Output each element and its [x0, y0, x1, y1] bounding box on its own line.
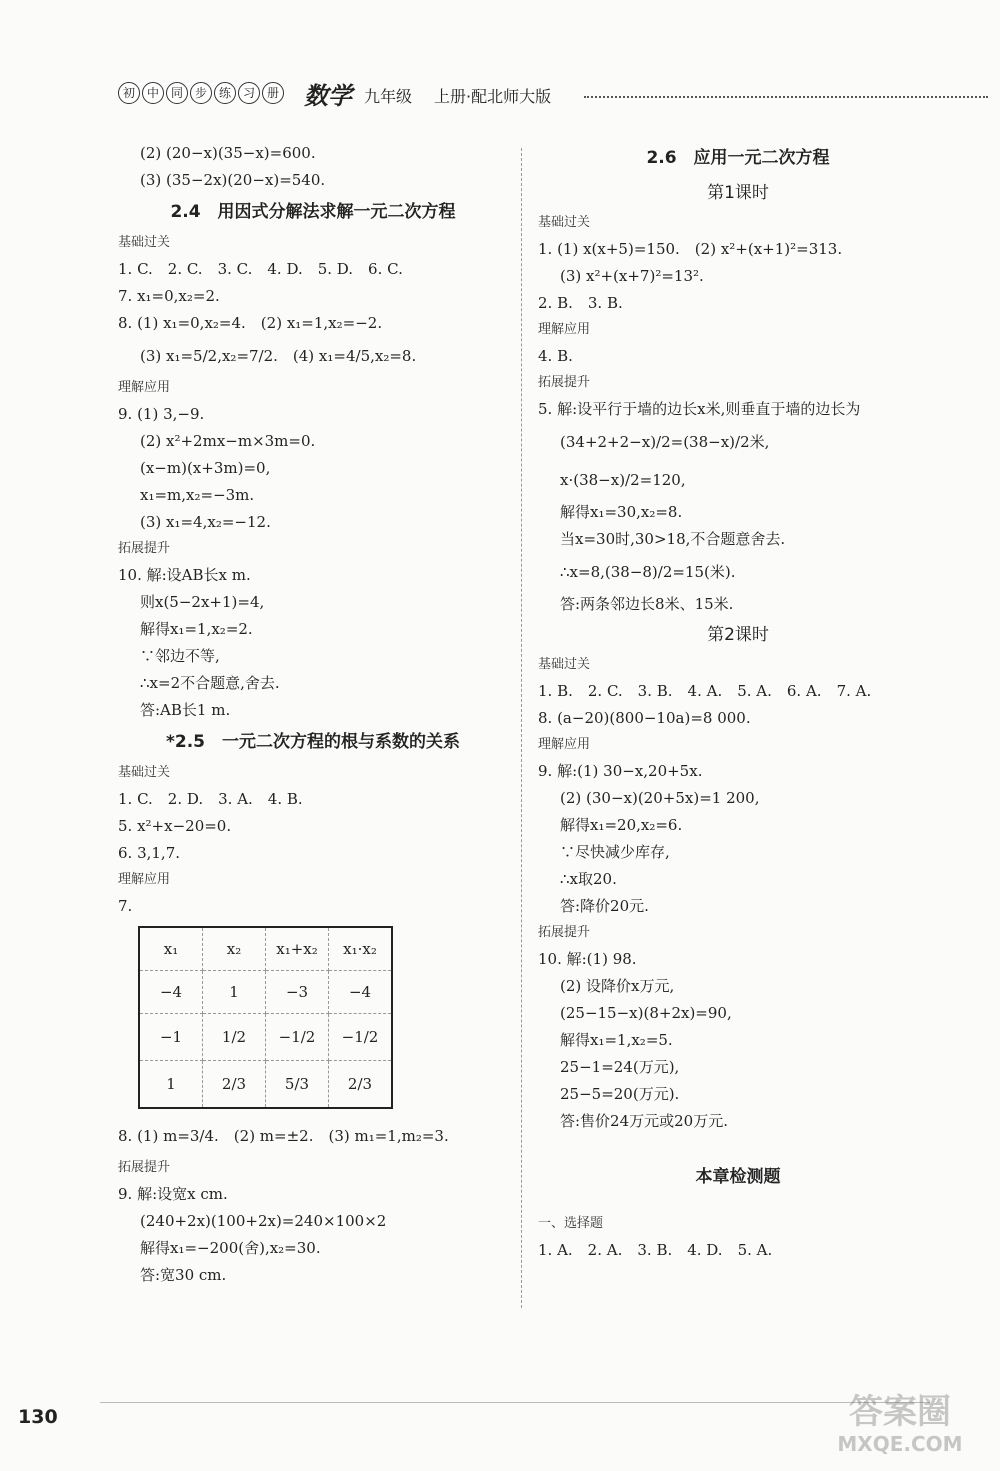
answer-line: 答:宽30 cm.: [140, 1266, 227, 1284]
watermark-url: MXQE.COM: [837, 1432, 963, 1456]
answer-line: 7.: [118, 897, 133, 915]
answer-line: 9. (1) 3,−9.: [118, 405, 205, 423]
page-number: 130: [18, 1406, 58, 1428]
answer-line: 1. (1) x(x+5)=150. (2) x²+(x+1)²=313.: [538, 240, 843, 258]
answer-line: (240+2x)(100+2x)=240×100×2: [140, 1212, 387, 1230]
section-label: 一、选择题: [538, 1216, 604, 1231]
answer-line: 8. (1) m=3/4. (2) m=±2. (3) m₁=1,m₂=3.: [118, 1127, 449, 1145]
column-divider: [521, 148, 522, 1308]
answer-line: 5. 解:设平行于墙的边长x米,则垂直于墙的边长为: [538, 400, 861, 418]
answer-line: 8. (1) x₁=0,x₂=4. (2) x₁=1,x₂=−2.: [118, 314, 383, 332]
section-title-2-6: 2.6 应用一元二次方程: [646, 148, 830, 168]
answer-line: 答:两条邻边长8米、15米.: [560, 595, 734, 613]
table-header-row: [139, 927, 392, 971]
chapter-test-title: 本章检测题: [695, 1167, 781, 1187]
answer-line: (3) x₁=4,x₂=−12.: [140, 513, 271, 531]
answer-line: 4. B.: [538, 347, 573, 365]
answer-line: 答:AB长1 m.: [140, 701, 231, 719]
subject-title: 数学: [304, 82, 352, 110]
section-label: 理解应用: [538, 322, 591, 337]
lesson-title-1: 第1课时: [707, 183, 769, 203]
section-label: 理解应用: [538, 737, 591, 752]
answer-line: (25−15−x)(8+2x)=90,: [560, 1004, 732, 1022]
answer-line: 答:降价20元.: [560, 897, 649, 915]
section-label: 拓展提升: [538, 375, 591, 390]
answer-line: 6. 3,1,7.: [118, 844, 181, 862]
table-cell: 5/3: [266, 1061, 329, 1109]
page-header: [118, 82, 988, 116]
series-char: 练: [214, 82, 236, 104]
answer-line: ∵邻边不等,: [140, 647, 220, 665]
watermark-text: 答案圈: [849, 1392, 951, 1432]
answer-line: ∴x=8,(38−8)/2=15(米).: [560, 563, 736, 581]
answer-line: 2. B. 3. B.: [538, 294, 623, 312]
answer-line: 1. C. 2. D. 3. A. 4. B.: [118, 790, 303, 808]
table-cell: 1: [139, 1061, 203, 1109]
answer-line: 7. x₁=0,x₂=2.: [118, 287, 220, 305]
answer-line: ∵尽快减少库存,: [560, 843, 670, 861]
answer-line: 答:售价24万元或20万元.: [560, 1112, 728, 1130]
table-cell: 2/3: [203, 1061, 266, 1109]
lesson-title-2: 第2课时: [707, 625, 769, 645]
answer-line: 当x=30时,30>18,不合题意舍去.: [560, 530, 786, 548]
answer-line: 1. C. 2. C. 3. C. 4. D. 5. D. 6. C.: [118, 260, 403, 278]
section-label: 理解应用: [118, 872, 171, 887]
watermark-logo: [820, 1385, 980, 1461]
answer-line: 1. A. 2. A. 3. B. 4. D. 5. A.: [538, 1241, 773, 1259]
section-label: 基础过关: [118, 765, 171, 780]
table-header-cell: x₂: [203, 927, 266, 971]
header-dotted-rule: [584, 96, 988, 98]
volume-label: 上册·配北师大版: [434, 87, 552, 106]
table-cell: −1/2: [266, 1014, 329, 1061]
section-label: 基础过关: [118, 235, 171, 250]
answer-line: (2) x²+2mx−m×3m=0.: [140, 432, 316, 450]
answer-line: (2) (20−x)(35−x)=600.: [140, 144, 316, 162]
section-label: 基础过关: [538, 657, 591, 672]
section-label: 拓展提升: [118, 1160, 171, 1175]
answer-line: 5. x²+x−20=0.: [118, 817, 232, 835]
series-char: 中: [142, 82, 164, 104]
table-row: [139, 1061, 392, 1109]
answer-line: (3) (35−2x)(20−x)=540.: [140, 171, 326, 189]
series-char: 同: [166, 82, 188, 104]
answer-line: ∴x取20.: [560, 870, 617, 888]
table-cell: −1: [139, 1014, 203, 1061]
section-label: 拓展提升: [538, 925, 591, 940]
table-cell: −4: [139, 971, 203, 1014]
answer-line: 8. (a−20)(800−10a)=8 000.: [538, 709, 751, 727]
footer-rule: [100, 1402, 930, 1403]
right-column: [538, 140, 938, 1264]
table-cell: −4: [329, 971, 393, 1014]
series-char: 习: [238, 82, 260, 104]
series-char: 步: [190, 82, 212, 104]
answer-line: 10. 解:设AB长x m.: [118, 566, 251, 584]
answer-line: 解得x₁=20,x₂=6.: [560, 816, 683, 834]
answer-line: 25−5=20(万元).: [560, 1085, 680, 1103]
answer-line: (34+2+2−x)/2=(38−x)/2米,: [560, 433, 770, 451]
answer-line: (2) 设降价x万元,: [560, 977, 675, 995]
answer-line: x·(38−x)/2=120,: [560, 471, 686, 489]
roots-table: [138, 926, 393, 1109]
answer-line: 解得x₁=1,x₂=5.: [560, 1031, 673, 1049]
table-cell: 1/2: [203, 1014, 266, 1061]
section-label: 拓展提升: [118, 541, 171, 556]
answer-line: ∴x=2不合题意,舍去.: [140, 674, 280, 692]
table-header-cell: x₁+x₂: [266, 927, 329, 971]
table-cell: −1/2: [329, 1014, 393, 1061]
section-label: 理解应用: [118, 380, 171, 395]
answer-line: 则x(5−2x+1)=4,: [140, 593, 265, 611]
table-cell: 1: [203, 971, 266, 1014]
answer-line: 解得x₁=−200(舍),x₂=30.: [140, 1239, 321, 1257]
table-row: [139, 971, 392, 1014]
answer-line: (3) x²+(x+7)²=13².: [560, 267, 704, 285]
left-column: [118, 140, 508, 1289]
grade-label: 九年级: [364, 87, 413, 106]
table-header-cell: x₁·x₂: [329, 927, 393, 971]
answer-line: 10. 解:(1) 98.: [538, 950, 637, 968]
section-title-2-5: *2.5 一元二次方程的根与系数的关系: [165, 732, 460, 752]
section-title-2-4: 2.4 用因式分解法求解一元二次方程: [170, 202, 456, 222]
table-cell: −3: [266, 971, 329, 1014]
series-char: 册: [262, 82, 284, 104]
answer-line: (2) (30−x)(20+5x)=1 200,: [560, 789, 760, 807]
answer-line: 9. 解:设宽x cm.: [118, 1185, 228, 1203]
answer-line: (3) x₁=5/2,x₂=7/2. (4) x₁=4/5,x₂=8.: [140, 347, 417, 365]
series-title: [118, 82, 284, 104]
answer-line: x₁=m,x₂=−3m.: [140, 486, 255, 504]
section-label: 基础过关: [538, 215, 591, 230]
answer-line: 1. B. 2. C. 3. B. 4. A. 5. A. 6. A. 7. A.: [538, 682, 872, 700]
answer-line: (x−m)(x+3m)=0,: [140, 459, 271, 477]
table-header-cell: x₁: [139, 927, 203, 971]
answer-line: 解得x₁=1,x₂=2.: [140, 620, 253, 638]
series-char: 初: [118, 82, 140, 104]
table-row: [139, 1014, 392, 1061]
answer-line: 解得x₁=30,x₂=8.: [560, 503, 683, 521]
answer-line: 25−1=24(万元),: [560, 1058, 680, 1076]
answer-line: 9. 解:(1) 30−x,20+5x.: [538, 762, 703, 780]
table-cell: 2/3: [329, 1061, 393, 1109]
